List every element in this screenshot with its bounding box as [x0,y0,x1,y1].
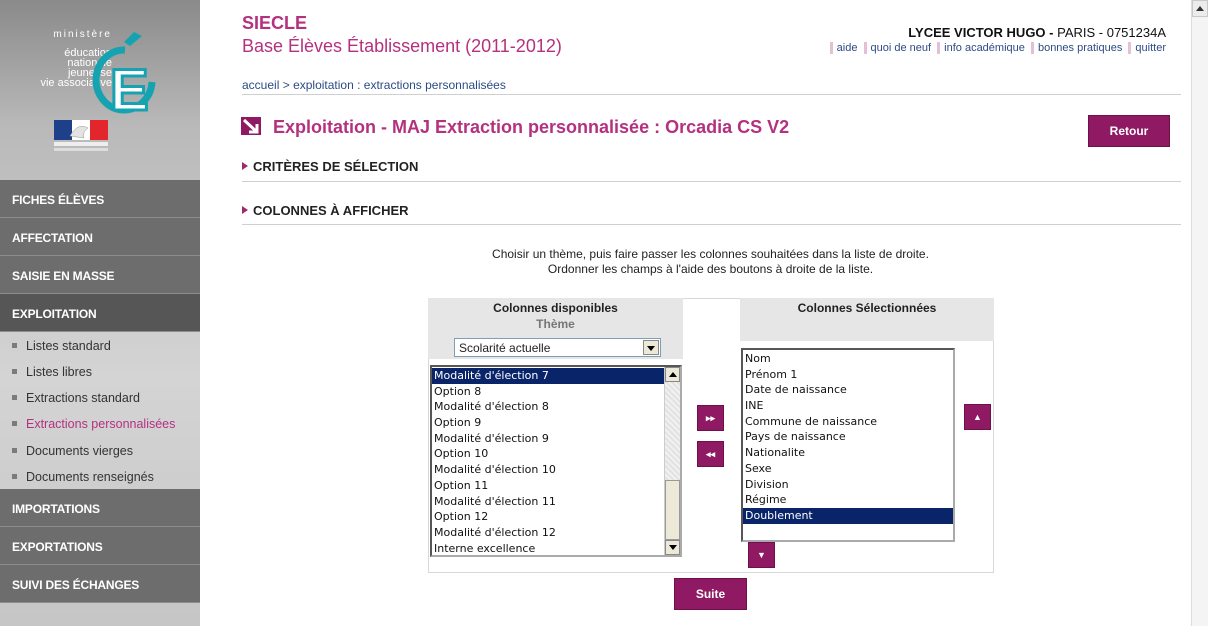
theme-label: Thème [536,317,575,331]
bullet-icon [12,448,17,453]
link-quoi-de-neuf[interactable]: quoi de neuf [864,42,932,54]
subnav-extractions-personnalisees[interactable] [0,410,216,436]
scroll-up-icon[interactable] [665,367,680,382]
section-columns-label: COLONNES À AFFICHER [253,203,409,218]
app-name: SIECLE [242,13,308,33]
sidebar [0,0,216,626]
header [242,0,1182,100]
school-info [908,25,1166,40]
triangle-right-icon [242,206,248,214]
page-corner [200,0,240,626]
instructions [428,247,993,277]
subnav-label: Extractions standard [26,391,140,405]
list-item[interactable]: INE [745,399,764,413]
list-item[interactable]: Modalité d'élection 12 [434,525,556,539]
education-logo-icon [92,30,158,120]
subnav-listes-standard[interactable] [0,332,216,358]
nav-label: EXPORTATIONS [12,540,103,554]
list-item[interactable]: Doublement [743,508,953,524]
back-button[interactable]: Retour [1088,115,1170,147]
list-item[interactable]: Option 12 [434,510,489,524]
list-item[interactable]: Division [745,477,789,491]
nav-saisie-en-masse[interactable] [0,256,216,294]
school-name: LYCEE VICTOR HUGO [908,25,1046,40]
list-item[interactable]: Régime [745,493,787,507]
breadcrumb-home[interactable]: accueil [242,78,280,92]
top-links [827,42,1166,54]
list-item[interactable]: Prénom 1 [745,367,798,381]
section-divider [242,181,1181,182]
subnav-label: Listes libres [26,365,92,379]
nav-label: AFFECTATION [12,231,93,245]
subnav-extractions-standard[interactable] [0,384,216,410]
list-item[interactable]: Pays de naissance [745,430,846,444]
nav-label: SUIVI DES ÉCHANGES [12,578,140,592]
available-columns-list[interactable] [430,365,682,557]
window-scrollbar[interactable] [1191,0,1208,626]
nav-suivi-des-echanges[interactable] [0,565,216,603]
list-item[interactable]: Modalité d'élection 7 [432,368,680,384]
school-city: PARIS - 0751234A [1057,25,1166,40]
bullet-icon [12,343,17,348]
list-item[interactable]: Commune de naissance [745,414,878,428]
list-item[interactable]: Nationalite [745,446,805,460]
school-separator: - [1045,25,1058,40]
svg-text:E: E [110,58,149,120]
section-criteria-label: CRITÈRES DE SÉLECTION [253,159,419,174]
republique-francaise-logo [54,120,108,154]
link-quitter[interactable]: quitter [1128,42,1166,54]
nav-label: FICHES ÉLÈVES [12,193,105,207]
list-item[interactable]: Nom [745,352,771,365]
subnav-label: Documents renseignés [26,470,154,484]
ministry-brand [0,0,216,180]
header-divider [242,94,1181,95]
add-column-button[interactable]: ▸▸ [697,405,724,431]
scroll-up-icon[interactable] [1192,0,1208,17]
link-aide[interactable]: aide [830,42,858,54]
list-item[interactable]: Modalité d'élection 11 [434,494,556,508]
list-item[interactable]: Modalité d'élection 10 [434,463,556,477]
nav-importations[interactable] [0,489,216,527]
list-item[interactable]: Sexe [745,461,772,475]
ministry-line: éducation [64,47,112,59]
ministry-line: jeunesse [67,67,112,79]
scroll-down-icon[interactable] [665,540,680,555]
list-item[interactable]: Modalité d'élection 8 [434,400,549,414]
theme-select[interactable] [454,338,661,357]
page-title: Exploitation - MAJ Extraction personnalisée : Orcadia CS V2 [273,117,790,137]
link-bonnes-pratiques[interactable]: bonnes pratiques [1031,42,1122,54]
list-scrollbar[interactable] [664,367,680,555]
section-columns[interactable] [242,203,409,218]
instruction-line: Choisir un thème, puis faire passer les colonnes souhaitées dans la liste de droite. [492,247,929,261]
section-criteria[interactable] [242,159,418,174]
nav-label: SAISIE EN MASSE [12,269,115,283]
list-item[interactable]: Interne excellence [434,541,536,555]
nav-affectation[interactable] [0,218,216,256]
nav-label: IMPORTATIONS [12,502,100,516]
section-divider [242,224,1181,225]
ministry-line: vie associative [40,77,112,89]
triangle-right-icon [242,162,248,170]
breadcrumb-separator: > [282,78,290,92]
list-item[interactable]: Option 10 [434,447,489,461]
subnav-label: Documents vierges [26,444,133,458]
move-up-button[interactable]: ▲ [964,404,991,430]
available-title: Colonnes disponibles [493,301,618,315]
subnav-listes-libres[interactable] [0,358,216,384]
app-subtitle: Base Élèves Établissement (2011-2012) [242,36,562,56]
nav-exportations[interactable] [0,527,216,565]
breadcrumb [242,78,506,92]
list-item[interactable]: Modalité d'élection 9 [434,431,549,445]
available-items [432,367,680,556]
list-item[interactable]: Date de naissance [745,383,847,397]
suite-button[interactable]: Suite [674,578,747,610]
page-corner-round [200,0,240,40]
ministry-line: nationale [67,57,112,69]
scroll-thumb[interactable] [665,480,680,540]
theme-select-value: Scolarité actuelle [459,341,551,355]
bullet-icon [12,474,17,479]
link-info-academique[interactable]: info académique [937,42,1025,54]
selected-columns-list[interactable] [741,348,955,542]
nav-label: EXPLOITATION [12,307,97,321]
subnav-documents-vierges[interactable] [0,437,216,463]
move-down-button[interactable]: ▼ [748,542,775,568]
breadcrumb-current: exploitation : extractions personnalisées [293,78,506,92]
list-item[interactable]: Option 9 [434,416,482,430]
subnav-label: Listes standard [26,339,111,353]
nav-exploitation[interactable] [0,294,216,332]
list-item[interactable]: Option 11 [434,478,489,492]
ministry-line: ministère [53,29,112,40]
bullet-icon [12,395,17,400]
instruction-line: Ordonner les champs à l'aide des boutons à droite de la liste. [547,262,874,276]
bullet-icon [12,421,17,426]
subnav-documents-renseignes[interactable] [0,463,216,489]
remove-column-button[interactable]: ◂◂ [697,441,724,467]
bullet-icon [12,369,17,374]
selected-title: Colonnes Sélectionnées [797,301,937,315]
arrow-title-icon [241,117,261,135]
list-item[interactable]: Option 8 [434,384,482,398]
subnav-label: Extractions personnalisées [26,417,176,431]
chevron-down-icon[interactable] [643,340,659,355]
selected-items [743,350,953,524]
nav-fiches-eleves[interactable] [0,180,216,218]
